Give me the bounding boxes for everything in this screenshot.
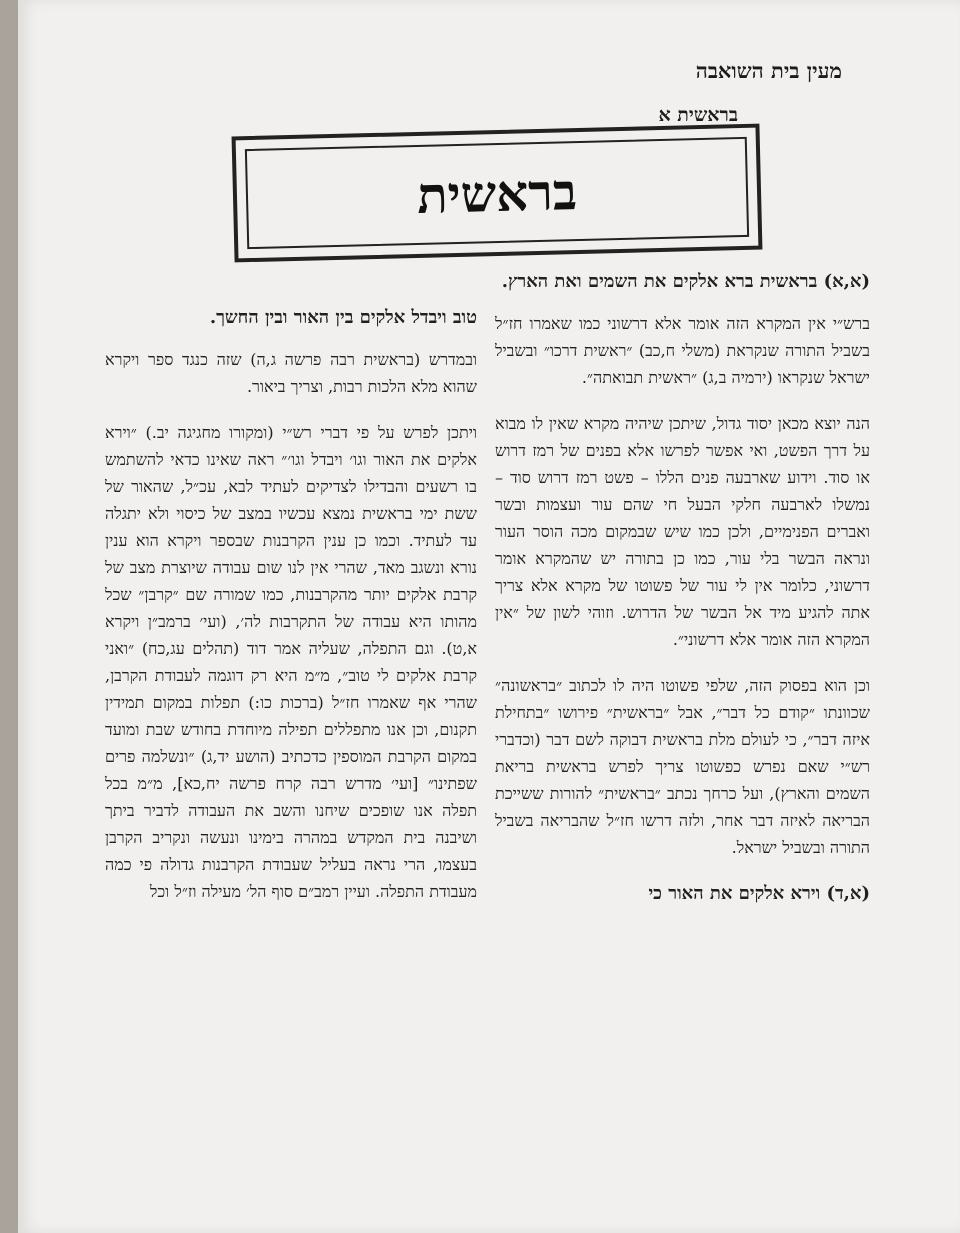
paragraph: וכן הוא בפסוק הזה, שלפי פשוטו היה לו לכתוב ״בראשונה״ שכוונתו ״קודם כל דבר״, אבל ״בראשית״ פירושו ״בתחילת איזה דבר״, כי לעולם מלת בראשית דבוקה לשם דבר (וכדברי רש״י שאם נפרש כפשוטו צריך לפרש בראשית בריאת השמים והארץ), ועל כרחך נכתב ״בראשית״ להורות ששייכת הבריאה לאיזה דבר אחר, ולזה דרשו חז״ל שהבריאה בשביל התורה ובשביל ישראל. [495,676,870,857]
left-column [105,304,477,924]
title-frame-inner [245,137,749,249]
paragraph: ויתכן לפרש על פי דברי רש״י (ומקורו מחגיגה יב.) ״וירא אלקים את האור וגו׳ ויבדל וגו׳״ ראה שאינו כדאי להשתמש בו רשעים והבדילו לצדיקים לעתיד לבא, עכ״ל, שהאור של ששת ימי בראשית נמצא עכשיו במצב של כיסוי ולא יתגלה עד לעתיד. וכמו כן ענין הקרבנות שבספר ויקרא הוא ענין נורא ונשגב מאד, שהרי אין לנו שום עבודה שיוצרת מצב של קרבת אלקים יותר מהקרבנות, כמו שמורה שם ״קרבן״ שכל מהותו היא עבודה של התקרבות לה׳, (ועי׳ ברמב״ן ויקרא א,ט). וגם התפלה, שעליה אמר דוד (תהלים עג,כח) ״ואני קרבת אלקים לי טוב״, מ״מ היא רק דוגמה לעבודת הקרבן, שהרי אף שאמרו חז״ל (ברכות כו:) תפלות במקום תמידין תקנום, וכן אנו מתפללים תפילה מיוחדת בחודש שבת ומועד במקום הקרבת המוספין כדכתיב (הושע יד,ג) ״ונשלמה פרים שפתינו״ [ועי׳ מדרש רבה קרח פרשה יח,כא], מ״מ בכל תפלה אנו שופכים שיחנו והשב את העבודה לדביר ביתך ושיבנה בית המקדש במהרה בימינו ונעשה ונקריב הקרבן בעצמו, הרי נראה בעליל שעבודת הקרבנות גדולה פי כמה מעבודת התפלה. ועיין רמב״ם סוף הל׳ מעילה וז״ל וכל [105,423,477,901]
paragraph: הנה יוצא מכאן יסוד גדול, שיתכן שיהיה מקרא שאין לו מבוא על דרך הפשט, ואי אפשר לפרשו אלא בפנים של רמז דרוש או סוד. וידוע שארבעה פנים הללו – פשט רמז דרוש סוד – נמשלו לארבעה חלקי הבעל חי שהם עור ועצמות ובשר ואברים הפנימיים, ולכן כמו שיש שבמקום מכה הוסר העור ונראה הבשר בלי עור, כמו כן בתורה יש שהמקרא אומר דרשוני, כלומר אין לי עור של פשוטו של מקרא אלא צריך אתה להגיע מיד אל הבשר של הדרוש. וזוהי לשון של ״אין המקרא הזה אומר אלא דרשוני״. [495,414,870,649]
right-column-bottom-heading: (א,ד) וירא אלקים את האור כי [648,883,870,904]
paragraph: ברש״י אין המקרא הזה אומר אלא דרשוני כמו שאמרו חז״ל בשביל התורה שנקראת (משלי ח,כב) ״ראשית דרכו״ ובשביל ישראל שנקראו (ירמיה ב,ג) ״ראשית תבואתה״. [495,314,870,387]
paragraph: ובמדרש (בראשית רבה פרשה ג,ה) שזה כנגד ספר ויקרא שהוא מלא הלכות רבות, וצריך ביאור. [105,350,477,396]
title-frame [232,124,763,263]
right-column [495,268,870,922]
chapter-title: בראשית [416,161,578,225]
left-column-heading: טוב ויבדל אלקים בין האור ובין החשך. [209,307,477,328]
running-head: מעין בית השואבה [695,58,842,83]
section-head: בראשית א [658,104,738,126]
right-column-heading: (א,א) בראשית ברא אלקים את השמים ואת הארץ. [501,271,870,292]
